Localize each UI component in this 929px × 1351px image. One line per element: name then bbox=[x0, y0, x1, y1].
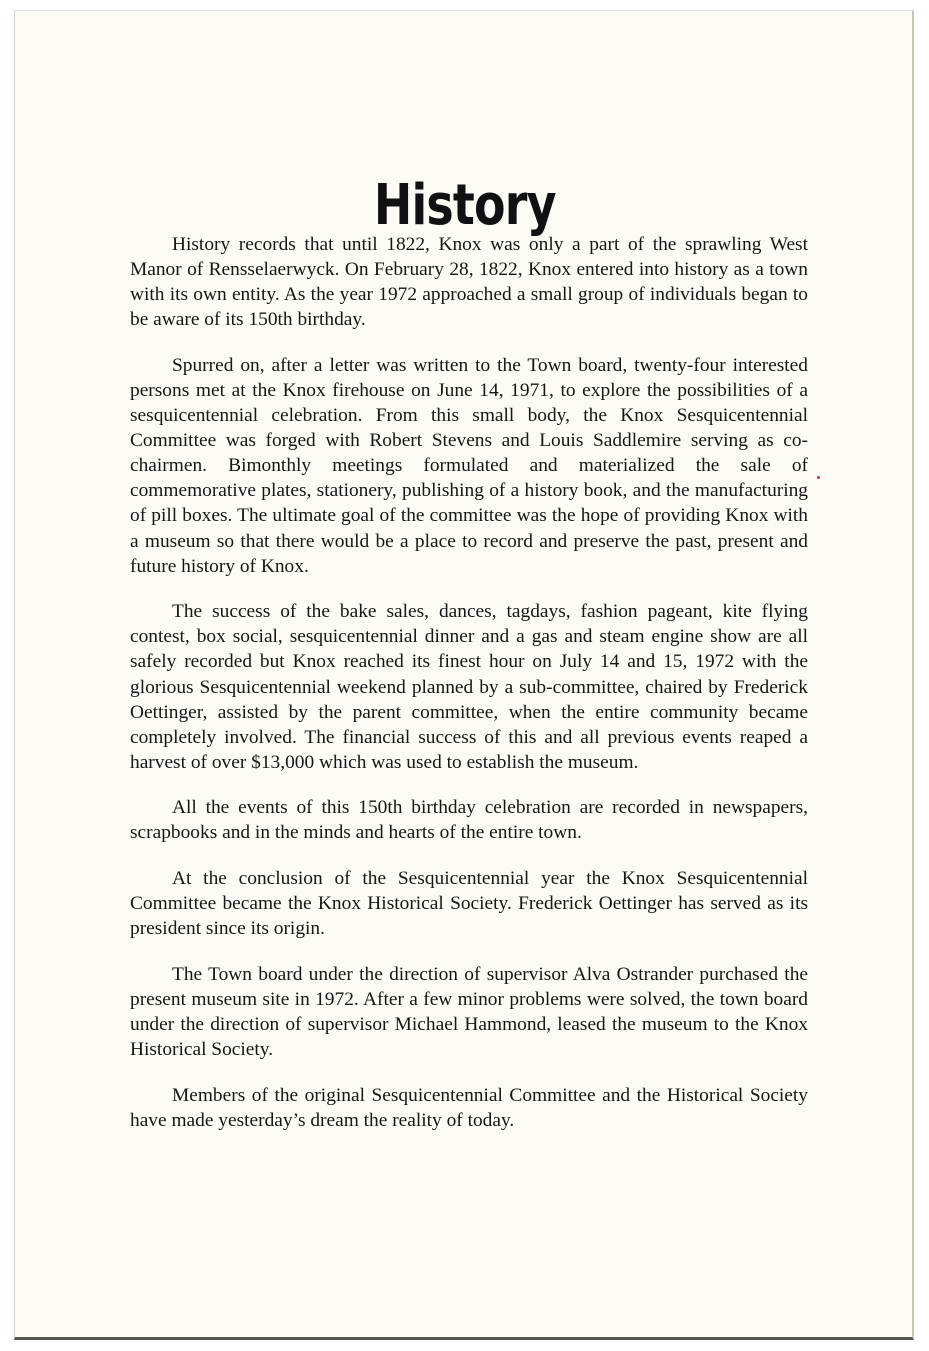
paragraph-1: History records that until 1822, Knox was only a part of the sprawling West Manor of Rensselaerwyck. On February 28, 1822, Knox entered into history as a town with its own entity. As the year 1972 approached a small group of individuals began to be aware of its 150th birthday. bbox=[130, 234, 808, 331]
paragraph-3: The success of the bake sales, dances, tagdays, fashion pageant, kite flying contest, box social, sesquicentennial dinner and a gas and steam engine show are all safely recorded but Knox reached its finest hour on July 14 and 15, 1972 with the glorious Sesquicentennial weekend planned by a sub-committee, chaired by Frederick Oettinger, assisted by the parent committee, when the entire community became completely involved. The financial success of this and all previous events reaped a harvest of over $13,000 which was used to establish the museum. bbox=[130, 601, 808, 773]
paragraph-2: Spurred on, after a letter was written to the Town board, twenty-four interested persons met at the Knox firehouse on June 14, 1971, to explore the possibilities of a sesquicentennial celebration. From this small body, the Knox Sesquicentennial Committee was forged with Robert Stevens and Louis Saddlemire serving as co-chairmen. Bimonthly meetings formulated and materialized the sale of commemorative plates, stationery, publishing of a history book, and the manufacturing of pill boxes. The ultimate goal of the committee was the hope of providing Knox with a museum so that there would be a place to record and preserve the past, present and future history of Knox. bbox=[130, 354, 808, 577]
paragraph-5: At the conclusion of the Sesquicentennial year the Knox Sesquicentennial Committee became the Knox Historical Society. Frederick Oettinger has served as its president since its origin. bbox=[130, 868, 808, 940]
paragraph-6: The Town board under the direction of supervisor Alva Ostrander purchased the present museum site in 1972. After a few minor problems were solved, the town board under the direction of supervisor Michael Hammond, leased the museum to the Knox Historical Society. bbox=[130, 963, 808, 1061]
ink-speck bbox=[817, 476, 820, 479]
paragraph-4: All the events of this 150th birthday celebration are recorded in newspapers, scrapbooks and in the minds and hearts of the entire town. bbox=[130, 797, 808, 844]
document-body bbox=[130, 232, 808, 1133]
page-title: History bbox=[373, 172, 556, 238]
paragraph-7: Members of the original Sesquicentennial Committee and the Historical Society have made yesterday’s dream the reality of today. bbox=[130, 1084, 808, 1131]
